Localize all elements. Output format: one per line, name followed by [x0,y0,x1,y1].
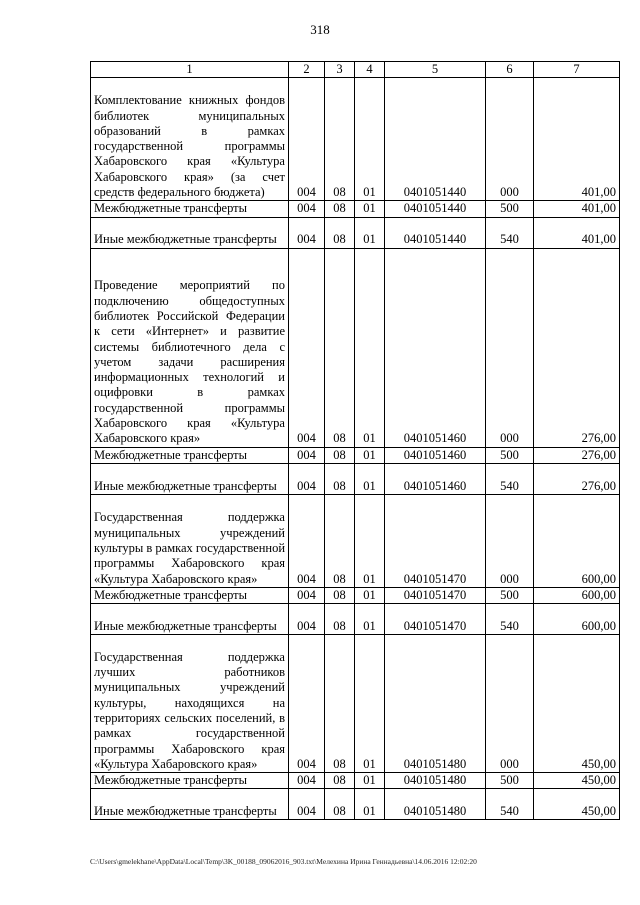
row-subsection-code: 01 [355,463,385,494]
row-expense-type: 540 [486,217,534,248]
table-row [91,604,620,635]
row-target-code: 0401051470 [385,587,486,603]
row-subsection-code: 01 [355,201,385,217]
row-subsection-code: 01 [355,217,385,248]
row-ministry-code: 004 [289,635,325,773]
row-subsection-code: 01 [355,78,385,201]
row-target-code: 0401051470 [385,604,486,635]
row-section-code: 08 [325,217,355,248]
row-target-code: 0401051480 [385,635,486,773]
row-target-code: 0401051460 [385,248,486,447]
row-target-code: 0401051480 [385,773,486,789]
row-ministry-code: 004 [289,217,325,248]
table-row [91,248,620,447]
row-name: Государственная поддержка лучших работников муниципальных учреждений культуры, находящихся на территориях сельских поселений, в рамках государственной программы Хабаровского края «Культура Хабаровского края» [91,635,289,773]
row-ministry-code: 004 [289,248,325,447]
page-number: 318 [310,22,330,37]
row-expense-type: 540 [486,463,534,494]
row-name: Комплектование книжных фондов библиотек муниципальных образований в рамках государственной программы Хабаровского края «Культура Хабаровского края» (за счет средств федерального бюджета) [91,78,289,201]
row-subsection-code: 01 [355,789,385,820]
row-expense-type: 500 [486,773,534,789]
row-name: Иные межбюджетные трансферты [91,604,289,635]
row-subsection-code: 01 [355,494,385,587]
row-name: Межбюджетные трансферты [91,773,289,789]
table-row [91,635,620,773]
header-col-1: 1 [91,62,289,78]
row-amount: 401,00 [534,78,620,201]
row-section-code: 08 [325,587,355,603]
file-path-footer: C:\Users\gmelekhane\AppData\Local\Temp\3K_00188_09062016_903.txt\Мелехина Ирина Геннадьевна\14.06.2016 12:02:20 [90,857,477,866]
row-ministry-code: 004 [289,447,325,463]
budget-table [90,61,620,820]
row-name: Государственная поддержка муниципальных учреждений культуры в рамках государственной программы Хабаровского края «Культура Хабаровского края» [91,494,289,587]
row-ministry-code: 004 [289,773,325,789]
row-expense-type: 540 [486,604,534,635]
row-section-code: 08 [325,78,355,201]
row-expense-type: 500 [486,447,534,463]
row-section-code: 08 [325,463,355,494]
row-subsection-code: 01 [355,248,385,447]
row-ministry-code: 004 [289,463,325,494]
row-amount: 600,00 [534,494,620,587]
row-name: Проведение мероприятий по подключению общедоступных библиотек Российской Федерации к сети «Интернет» и развитие системы библиотечного дела с учетом задачи расширения информационных технологий и оцифровки в рамках государственной программы Хабаровского края «Культура Хабаровского края» [91,248,289,447]
row-section-code: 08 [325,789,355,820]
row-section-code: 08 [325,635,355,773]
row-section-code: 08 [325,447,355,463]
row-expense-type: 000 [486,635,534,773]
row-name: Межбюджетные трансферты [91,587,289,603]
row-expense-type: 500 [486,587,534,603]
row-amount: 276,00 [534,463,620,494]
table-row [91,773,620,789]
row-section-code: 08 [325,201,355,217]
row-target-code: 0401051440 [385,201,486,217]
table-row [91,494,620,587]
row-subsection-code: 01 [355,604,385,635]
row-expense-type: 000 [486,494,534,587]
row-subsection-code: 01 [355,587,385,603]
table-row [91,78,620,201]
row-target-code: 0401051440 [385,78,486,201]
table-row [91,217,620,248]
row-amount: 600,00 [534,604,620,635]
row-name: Межбюджетные трансферты [91,447,289,463]
row-target-code: 0401051480 [385,789,486,820]
row-ministry-code: 004 [289,587,325,603]
header-col-6: 6 [486,62,534,78]
row-ministry-code: 004 [289,201,325,217]
row-section-code: 08 [325,494,355,587]
table-header-row [91,62,620,78]
table-row [91,201,620,217]
row-section-code: 08 [325,604,355,635]
header-col-3: 3 [325,62,355,78]
row-target-code: 0401051460 [385,463,486,494]
row-amount: 401,00 [534,201,620,217]
row-name: Иные межбюджетные трансферты [91,217,289,248]
row-ministry-code: 004 [289,789,325,820]
row-ministry-code: 004 [289,604,325,635]
row-section-code: 08 [325,248,355,447]
row-amount: 450,00 [534,789,620,820]
row-subsection-code: 01 [355,447,385,463]
row-ministry-code: 004 [289,78,325,201]
row-amount: 450,00 [534,773,620,789]
table-row [91,587,620,603]
row-expense-type: 000 [486,78,534,201]
row-target-code: 0401051470 [385,494,486,587]
header-col-2: 2 [289,62,325,78]
row-name: Межбюджетные трансферты [91,201,289,217]
row-amount: 401,00 [534,217,620,248]
row-section-code: 08 [325,773,355,789]
table-row [91,447,620,463]
header-col-5: 5 [385,62,486,78]
row-subsection-code: 01 [355,773,385,789]
table-row [91,789,620,820]
table-row [91,463,620,494]
row-amount: 450,00 [534,635,620,773]
row-target-code: 0401051440 [385,217,486,248]
row-name: Иные межбюджетные трансферты [91,789,289,820]
row-amount: 276,00 [534,447,620,463]
row-amount: 276,00 [534,248,620,447]
row-expense-type: 540 [486,789,534,820]
header-col-7: 7 [534,62,620,78]
row-subsection-code: 01 [355,635,385,773]
row-ministry-code: 004 [289,494,325,587]
row-target-code: 0401051460 [385,447,486,463]
row-expense-type: 000 [486,248,534,447]
row-name: Иные межбюджетные трансферты [91,463,289,494]
row-expense-type: 500 [486,201,534,217]
header-col-4: 4 [355,62,385,78]
row-amount: 600,00 [534,587,620,603]
